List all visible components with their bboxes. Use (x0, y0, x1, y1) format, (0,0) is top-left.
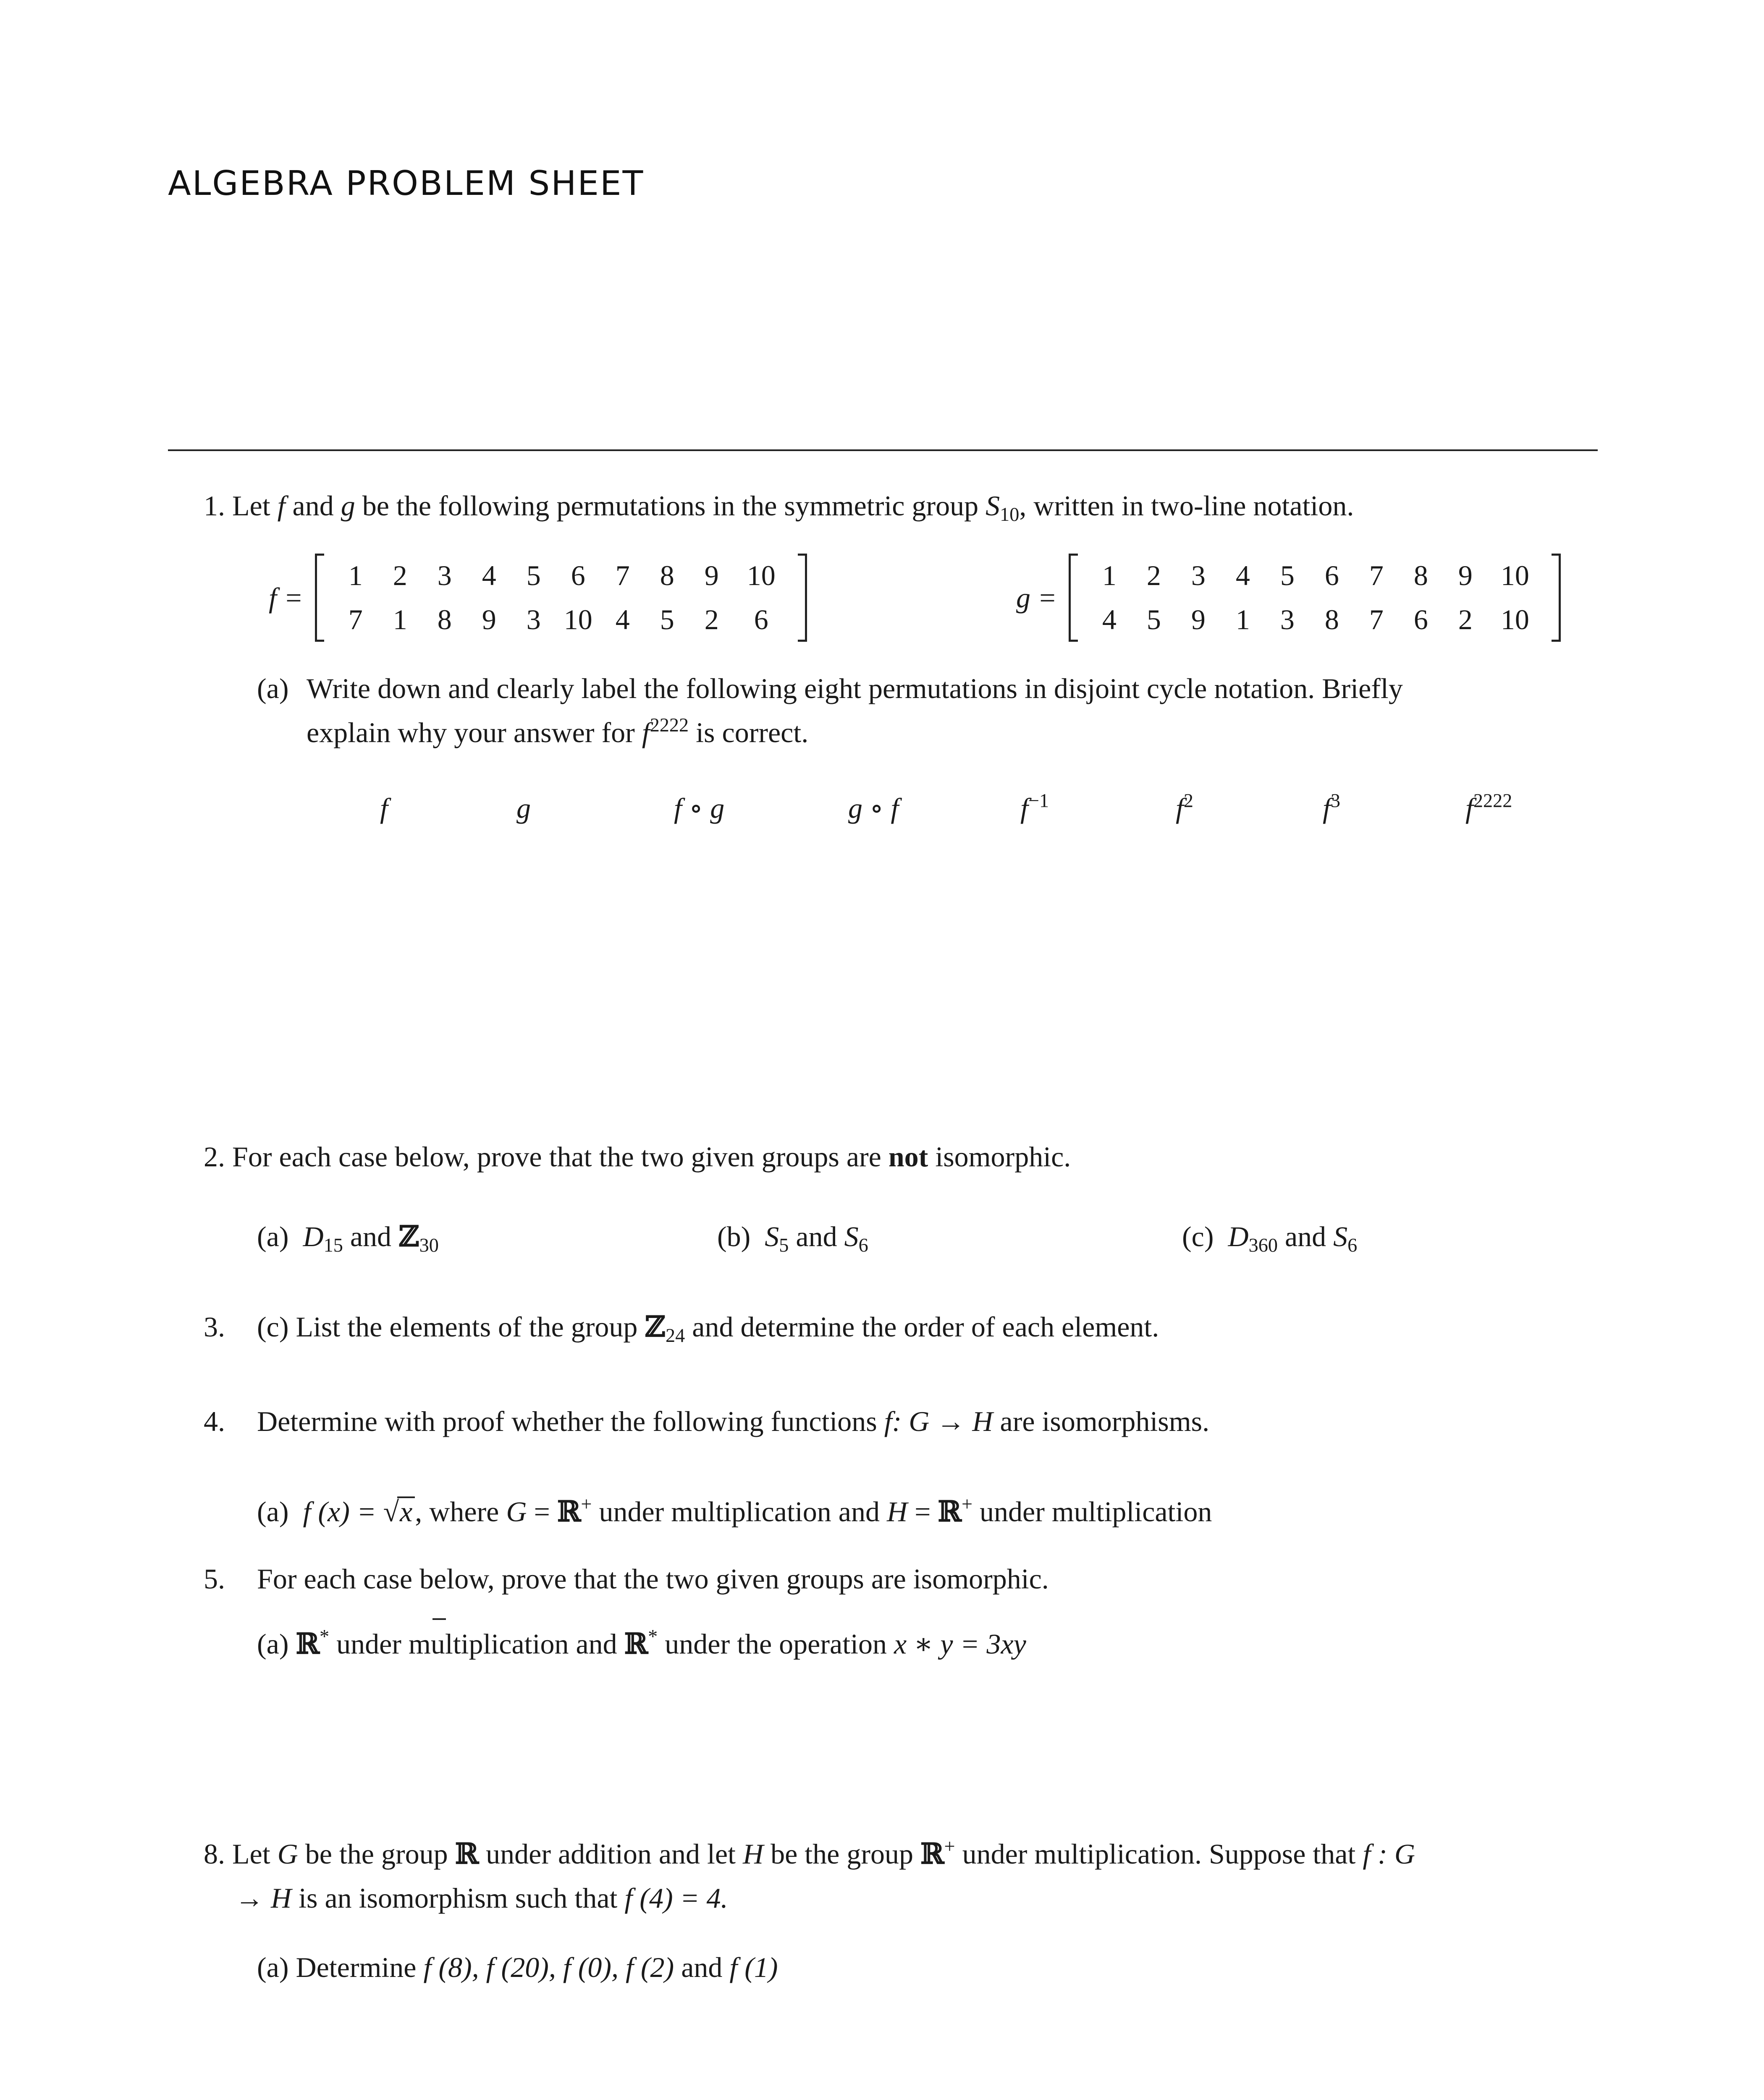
q2-text-post: isomorphic. (935, 1141, 1071, 1173)
permutation-list-item (1020, 790, 1049, 827)
q4a-label: (a) (257, 1496, 289, 1528)
q4-text-pre: Determine with proof whether the following functions (257, 1405, 877, 1437)
perm-f-top-cell: 4 (482, 559, 496, 591)
q5a-mid: under multiplication and (336, 1628, 617, 1660)
permutation-exponent: 2 (1183, 790, 1194, 812)
perm-g-bottom-cell: 6 (1413, 604, 1428, 635)
permutation-base: f (1465, 792, 1473, 824)
permutation-list (0, 790, 1764, 832)
perm-f-bottom-cell: 8 (437, 604, 452, 635)
q8-R2: ℝ (920, 1837, 944, 1871)
sheet-title: ALGEBRA PROBLEM SHEET (168, 164, 645, 203)
q8-line2-a: → H (235, 1882, 292, 1914)
q8-R: ℝ (455, 1837, 479, 1871)
q2a (257, 1218, 439, 1255)
perm-f-top-cell: 5 (526, 559, 541, 591)
q5-statement: For each case below, prove that the two given groups are isomorphic. (257, 1563, 1049, 1595)
q1-group-sub: 10 (1000, 504, 1020, 525)
permutation-list-item (380, 790, 388, 827)
q4a-R2-sup: + (961, 1494, 973, 1515)
q4a-H: H (886, 1496, 908, 1528)
q3-statement (257, 1308, 1159, 1345)
stray-bar-mark (432, 1618, 446, 1620)
perm-g-matrix (1016, 554, 1561, 642)
perm-g-bottom-cell: 10 (1500, 604, 1529, 635)
perm-g-top-cell: 7 (1369, 559, 1384, 591)
permutation-base: f (1020, 792, 1028, 824)
perm-g-bottom-cell: 5 (1146, 604, 1161, 635)
permutation-list-item (674, 790, 724, 827)
q2-number: 2. (204, 1141, 225, 1173)
q2b-g2-sub: 6 (858, 1234, 868, 1256)
q2a-g2-sub: 30 (419, 1234, 439, 1256)
q4a-under2: under multiplication (980, 1496, 1212, 1528)
q4a-G: G (506, 1496, 527, 1528)
permutation-exponent: 3 (1330, 790, 1341, 812)
q1-text-b: and (292, 490, 334, 522)
q4-number: 4. (204, 1405, 225, 1437)
q3-label: (c) (257, 1311, 289, 1343)
q2b-g1-sub: 5 (779, 1234, 789, 1256)
q5a-R2: ℝ (624, 1627, 648, 1661)
q2a-label: (a) (257, 1221, 289, 1252)
q5-number: 5. (204, 1563, 225, 1595)
q4-map: : G → H (892, 1405, 993, 1437)
perm-g-top-cell: 3 (1191, 559, 1206, 591)
q4a-f: f (x) = (303, 1496, 376, 1528)
q4a-eq1: = (534, 1496, 550, 1528)
q8-line1 (204, 1835, 1415, 1872)
q5a-post: under the operation (665, 1628, 887, 1660)
perm-f-top-cell: 3 (437, 559, 452, 591)
perm-f-bottom-cell: 7 (348, 604, 363, 635)
q2a-g1: D (303, 1221, 324, 1252)
perm-f-bottom-cell: 2 (704, 604, 719, 635)
permutation-list-item (1465, 790, 1512, 827)
perm-g-top-cell: 10 (1500, 559, 1529, 591)
q3-group: ℤ (645, 1310, 666, 1344)
q1a-line2-f: f (642, 717, 650, 748)
q4a (257, 1493, 1212, 1530)
q2a-and: and (350, 1221, 392, 1252)
q8-number: 8. (204, 1838, 225, 1870)
q8-line1-c: under addition and let (486, 1838, 736, 1870)
q2c-g1-sub: 360 (1248, 1234, 1278, 1256)
perm-f-top-cell: 2 (393, 559, 407, 591)
permutation-base: f ∘ g (674, 792, 725, 824)
q2b-and: and (796, 1221, 837, 1252)
q1a-label: (a) (257, 672, 289, 704)
perm-g-top-cell: 4 (1235, 559, 1250, 591)
q1a-line1: Write down and clearly label the following eight permutations in disjoint cycle notation. Briefly (307, 672, 1403, 704)
q2b-g2: S (844, 1221, 859, 1252)
permutation-list-item (848, 790, 899, 827)
perm-g-top-cell: 9 (1458, 559, 1473, 591)
sqrt-sign: √ (383, 1496, 399, 1528)
q3-text-pre: List the elements of the group (296, 1311, 638, 1343)
perm-g-bottom-cell: 9 (1191, 604, 1206, 635)
perm-f-bottom-cell: 10 (564, 604, 592, 635)
q8a-label: (a) (257, 1951, 289, 1983)
permutation-base: f (380, 792, 388, 824)
q8-f-map: f : G (1363, 1838, 1415, 1870)
q8-R2-sup: + (944, 1836, 955, 1858)
q1-g: g (341, 490, 355, 522)
q8a-expr: f (8), f (20), f (0), f (2) (423, 1951, 674, 1983)
q2b-g1: S (765, 1221, 779, 1252)
perm-f-bottom-cell: 1 (393, 604, 407, 635)
q3-group-sub: 24 (666, 1325, 685, 1347)
q4a-R2: ℝ (938, 1495, 962, 1528)
permutation-list-item (516, 790, 531, 827)
perm-f-bottom-cell: 6 (754, 604, 768, 635)
q2c-g2-sub: 6 (1347, 1234, 1358, 1256)
perm-f-left-bracket (315, 554, 324, 642)
perm-f-bottom-cell: 5 (660, 604, 674, 635)
q8a-and: and (681, 1951, 723, 1983)
perm-g-bottom-cell: 2 (1458, 604, 1473, 635)
q8a (257, 1949, 778, 1986)
q1-text-d: , written in two-line notation. (1019, 490, 1354, 522)
q2-text-pre: For each case below, prove that the two given groups are (232, 1141, 881, 1173)
perm-g-bottom-cell: 7 (1369, 604, 1384, 635)
perm-f-matrix (269, 554, 807, 642)
permutation-base: f (1323, 792, 1331, 824)
q8-G: G (277, 1838, 298, 1870)
q1-text-c: be the following permutations in the symmetric group (362, 490, 979, 522)
q8-line1-d: be the group (771, 1838, 914, 1870)
q2b (717, 1218, 868, 1255)
perm-g-bottom-row (1087, 598, 1542, 642)
perm-g-grid (1078, 554, 1552, 642)
q8-line1-e: under multiplication. Suppose that (962, 1838, 1356, 1870)
perm-g-left-bracket (1069, 554, 1078, 642)
q4a-where: , where (415, 1496, 499, 1528)
q2a-g2: ℤ (398, 1220, 419, 1253)
q2-text-bold: not (888, 1141, 928, 1173)
permutation-base: f (1176, 792, 1184, 824)
q8-H: H (743, 1838, 764, 1870)
perm-f-grid (324, 554, 798, 642)
perm-g-top-cell: 5 (1280, 559, 1295, 591)
perm-f-top-cell: 6 (571, 559, 585, 591)
q1-statement (204, 487, 1354, 524)
permutation-exponent: 2222 (1473, 790, 1512, 812)
permutation-list-item (1176, 790, 1193, 827)
q1a-line2-sup: 2222 (650, 714, 689, 736)
q8-line2-b: is an isomorphism such that (299, 1882, 618, 1914)
perm-g-top-row (1087, 554, 1542, 598)
q4a-R1-sup: + (581, 1494, 592, 1515)
perm-g-bottom-cell: 8 (1324, 604, 1339, 635)
q3-number: 3. (204, 1311, 225, 1343)
q2c (1182, 1218, 1357, 1255)
q3-text-post: and determine the order of each element. (692, 1311, 1159, 1343)
q1a-line2-pre: explain why your answer for (307, 717, 635, 748)
q8a-pre: Determine (296, 1951, 417, 1983)
q1-text-a: Let (232, 490, 270, 522)
perm-f-top-cell: 8 (660, 559, 674, 591)
q4-statement (257, 1403, 1209, 1440)
perm-g-top-cell: 6 (1324, 559, 1339, 591)
q5a-R1: ℝ (296, 1627, 320, 1661)
perm-f-top-cell: 9 (704, 559, 719, 591)
perm-f-top-cell: 1 (348, 559, 363, 591)
q8-line2 (235, 1880, 728, 1916)
perm-g-top-cell: 8 (1413, 559, 1428, 591)
permutation-base: g ∘ f (848, 792, 899, 824)
q1-group: S (986, 490, 1000, 522)
q2c-g1: D (1228, 1221, 1249, 1252)
perm-f-top-row (333, 554, 789, 598)
q8a-last: f (1) (729, 1951, 778, 1983)
q5a-op: x ∗ y = 3xy (894, 1628, 1026, 1660)
q4a-R1: ℝ (557, 1495, 581, 1528)
perm-g-right-bracket (1552, 554, 1561, 642)
perm-f-top-cell: 10 (747, 559, 776, 591)
q1-f: f (277, 490, 286, 522)
perm-f-bottom-cell: 9 (482, 604, 496, 635)
perm-f-bottom-cell: 4 (615, 604, 630, 635)
q5a (257, 1625, 1026, 1662)
perm-g-bottom-cell: 3 (1280, 604, 1295, 635)
perm-g-bottom-cell: 4 (1102, 604, 1117, 635)
q4a-eq2: = (915, 1496, 931, 1528)
q4-func: f (884, 1405, 892, 1437)
q2c-g2: S (1333, 1221, 1348, 1252)
q2c-label: (c) (1182, 1221, 1214, 1252)
q4a-sqrt-arg: x (397, 1496, 415, 1525)
q4-text-post: are isomorphisms. (1000, 1405, 1210, 1437)
q5a-label: (a) (257, 1628, 289, 1660)
perm-g-label: g = (1016, 581, 1057, 614)
q8-line2-c: f (4) = 4. (624, 1882, 728, 1914)
q4a-under1: under multiplication and (599, 1496, 880, 1528)
q1a-line2-post: is correct. (696, 717, 809, 748)
perm-f-bottom-row (333, 598, 789, 642)
permutation-base: g (516, 792, 531, 824)
perm-f-top-cell: 7 (615, 559, 630, 591)
q1-number: 1. (204, 490, 225, 522)
q2a-g1-sub: 15 (323, 1234, 343, 1256)
q2b-label: (b) (717, 1221, 751, 1252)
q5a-R2-sup: * (648, 1626, 658, 1648)
perm-g-bottom-cell: 1 (1235, 604, 1250, 635)
perm-f-right-bracket (798, 554, 807, 642)
perm-f-bottom-cell: 3 (526, 604, 541, 635)
permutation-exponent: −1 (1028, 790, 1049, 812)
q5a-R1-sup: * (320, 1626, 330, 1648)
perm-f-label: f = (269, 581, 303, 614)
title-divider (168, 449, 1598, 451)
q2c-and: and (1284, 1221, 1326, 1252)
q8-line1-b: be the group (305, 1838, 448, 1870)
q8-line1-a: Let (232, 1838, 270, 1870)
q2-statement (204, 1138, 1071, 1175)
q1a-line2 (307, 714, 808, 751)
perm-g-top-cell: 1 (1102, 559, 1117, 591)
permutation-list-item (1323, 790, 1340, 827)
perm-g-top-cell: 2 (1146, 559, 1161, 591)
